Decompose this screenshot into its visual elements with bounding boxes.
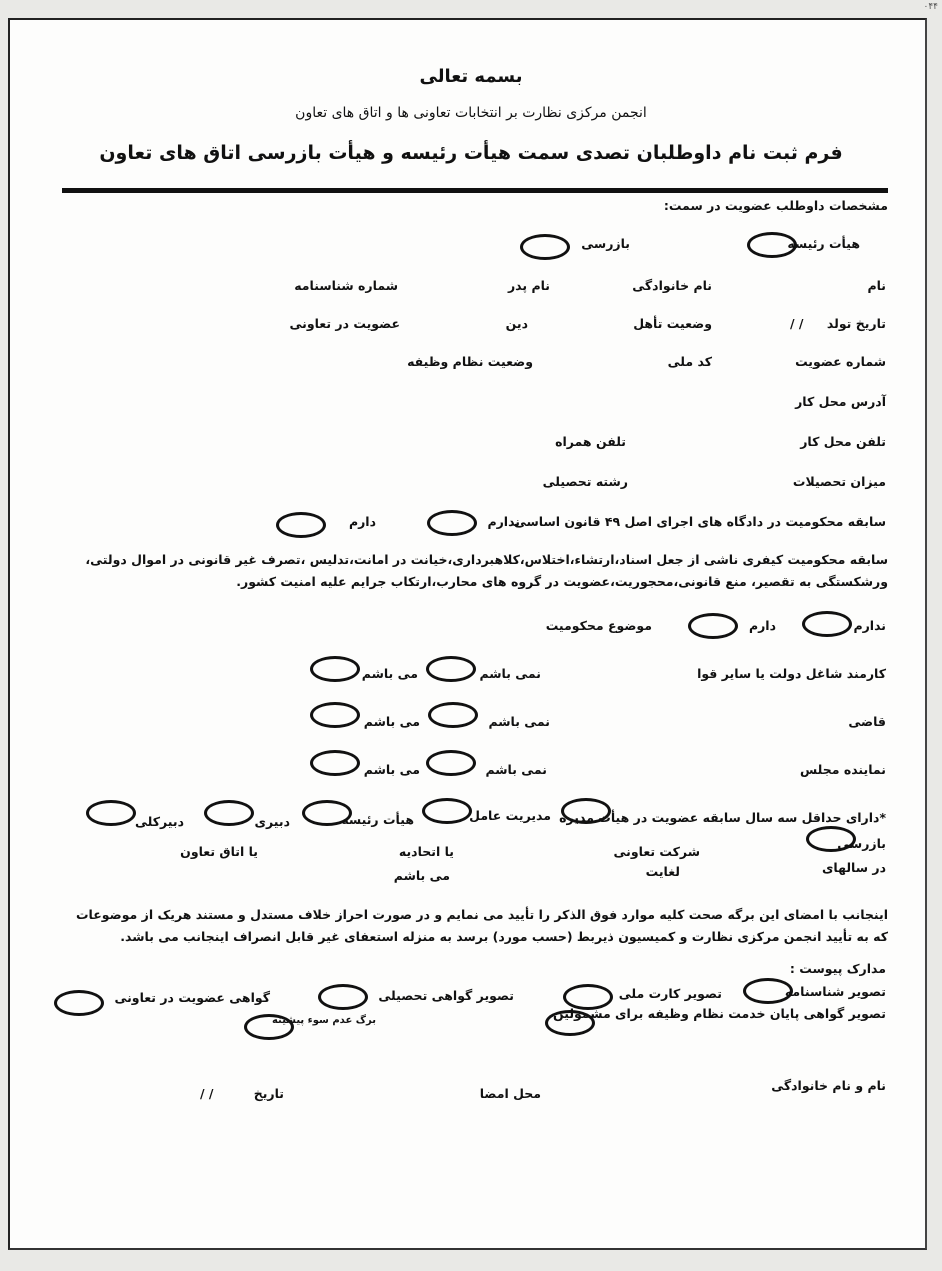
mp-is-checkbox[interactable] — [310, 750, 360, 776]
secretary-label: دبیری — [254, 814, 290, 829]
secretary-general-label: دبیرکلی — [134, 814, 184, 829]
mp-not-label: نمی باشم — [485, 762, 547, 777]
education-level-label: میزان تحصیلات — [792, 474, 886, 489]
gov-employee-label: کارمند شاغل دولت یا سایر قوا — [697, 666, 886, 681]
military-status-label: وضعیت نظام وظیفه — [407, 354, 533, 369]
attachments-title: مدارک پیوست : — [789, 961, 886, 976]
field-of-study-label: رشته تحصیلی — [542, 474, 628, 489]
name-label: نام — [867, 278, 886, 293]
managing-director-checkbox[interactable] — [422, 798, 472, 824]
gov-employee-not-checkbox[interactable] — [426, 656, 476, 682]
mp-is-label: می باشم — [363, 762, 420, 777]
criminal-record-paragraph: سابقه محکومیت کیفری ناشی از جعل اسناد،ارتشاء،اختلاس،کلاهبرداری،خیانت در امانت،تدلیس ،تصرف غیر قانونی در اموال دولتی، ورشکستگی به تقصیر، منع قانونی،محجوریت،عضویت در گروه های محارب،ارتکاب جرایم علیه امنیت کشور. — [85, 552, 888, 589]
managing-director-label: مدیریت عامل — [469, 808, 551, 823]
national-card-copy-label: تصویر کارت ملی — [618, 986, 722, 1001]
coop-company-label: شرکت تعاونی — [613, 844, 700, 859]
gov-employee-is-checkbox[interactable] — [310, 656, 360, 682]
secretary-checkbox[interactable] — [204, 800, 254, 826]
birth-cert-copy-checkbox[interactable] — [743, 978, 793, 1004]
judge-label: قاضی — [848, 714, 886, 729]
membership-cert-checkbox[interactable] — [54, 990, 104, 1016]
no-record-label: برگ عدم سوء پیشینه — [271, 1015, 376, 1026]
birth-date-slashes: / / — [790, 316, 804, 331]
inspector-exp-checkbox[interactable] — [806, 826, 856, 852]
conviction-subject-label: موضوع محکومیت — [545, 618, 652, 633]
family-name-label: نام خانوادگی — [632, 278, 712, 293]
criminal-no-checkbox[interactable] — [802, 611, 852, 637]
inspector-exp-label: بازرسی — [837, 836, 886, 851]
religion-label: دین — [505, 316, 528, 331]
header-divider — [62, 188, 888, 193]
birth-cert-label: شماره شناسنامه — [294, 278, 398, 293]
membership-cert-label: گواهی عضویت در تعاونی — [114, 990, 270, 1005]
basmala: بسمه تعالی — [419, 66, 523, 87]
gov-employee-is-label: می باشم — [361, 666, 418, 681]
mp-label: نماینده مجلس — [799, 762, 886, 777]
article49-label: سابقه محکومیت در دادگاه های اجرای اصل ۴۹ قانون اساسی — [513, 514, 886, 529]
full-name-label: نام و نام خانوادگی — [771, 1078, 886, 1093]
criminal-yes-checkbox[interactable] — [688, 613, 738, 639]
birth-cert-copy-label: تصویر شناسنامه — [784, 984, 886, 999]
work-address-label: آدرس محل کار — [795, 394, 886, 409]
work-phone-label: تلفن محل کار — [800, 434, 886, 449]
education-cert-label: تصویر گواهی تحصیلی — [378, 988, 514, 1003]
birth-date-label: تاریخ تولد — [826, 316, 886, 331]
board-presidium-checkbox[interactable] — [302, 800, 352, 826]
until-label: لغایت — [645, 864, 680, 879]
national-code-label: کد ملی — [667, 354, 712, 369]
article49-yes-checkbox[interactable] — [276, 512, 326, 538]
article49-yes-label: دارم — [348, 514, 376, 529]
secretary-general-checkbox[interactable] — [86, 800, 136, 826]
marital-status-label: وضعیت تأهل — [633, 316, 712, 331]
education-cert-checkbox[interactable] — [318, 984, 368, 1010]
signature-date-label: تاریخ — [253, 1086, 284, 1101]
signature-place-label: محل امضا — [479, 1086, 541, 1101]
father-name-label: نام پدر — [507, 278, 550, 293]
experience-lead: *دارای حداقل سه سال سابقه عضویت در هیأت مدیره — [559, 810, 886, 825]
military-cert-label: تصویر گواهی پایان خدمت نظام وظیفه برای مشمولین — [552, 1006, 886, 1021]
board-checkbox[interactable] — [747, 232, 797, 258]
board-presidium-label: هیأت رئیسه — [341, 812, 414, 827]
gov-employee-not-label: نمی باشم — [479, 666, 541, 681]
or-chamber-label: یا اتاق تعاون — [180, 844, 258, 859]
military-cert-checkbox[interactable] — [545, 1010, 595, 1036]
signature-date-slashes: / / — [200, 1086, 214, 1101]
coop-membership-label: عضویت در تعاونی — [289, 316, 400, 331]
or-union-label: یا اتحادیه — [398, 844, 454, 859]
article49-no-checkbox[interactable] — [427, 510, 477, 536]
inspector-checkbox[interactable] — [520, 234, 570, 260]
inspector-label: بازرسی — [581, 236, 630, 251]
judge-is-label: می باشم — [363, 714, 420, 729]
mobile-phone-label: تلفن همراه — [555, 434, 626, 449]
am-label: می باشم — [393, 868, 450, 883]
organization-name: انجمن مرکزی نظارت بر انتخابات تعاونی ها و اتاق های تعاون — [295, 105, 647, 121]
membership-no-label: شماره عضویت — [795, 354, 886, 369]
criminal-yes-label: دارم — [748, 618, 776, 633]
board-directors-checkbox[interactable] — [561, 798, 611, 824]
judge-is-checkbox[interactable] — [310, 702, 360, 728]
declaration-paragraph: اینجانب با امضای این برگه صحت کلیه موارد فوق الذکر را تأیید می نمایم و در صورت احراز خلاف مستدل و مستند هریک از موضوعات که به تأیید انجمن مرکزی نظارت و کمیسیون ذیربط (حسب مورد) برسد به منزله استعفای غیر قابل انصراف اینجانب می باشد. — [75, 907, 888, 944]
mp-not-checkbox[interactable] — [426, 750, 476, 776]
criminal-no-label: ندارم — [853, 618, 886, 633]
form-title: فرم ثبت نام داوطلبان تصدی سمت هیأت رئیسه و هیأت بازرسی اتاق های تعاون — [99, 142, 843, 164]
no-record-checkbox[interactable] — [244, 1014, 294, 1040]
corner-mark: ۰۴۴ — [923, 2, 938, 12]
in-years-label: در سالهای — [821, 860, 886, 875]
judge-not-label: نمی باشم — [488, 714, 550, 729]
article49-no-label: ندارم — [487, 514, 520, 529]
board-label: هیأت رئیسه — [787, 236, 860, 251]
judge-not-checkbox[interactable] — [428, 702, 478, 728]
candidate-section-label: مشخصات داوطلب عضویت در سمت: — [663, 198, 888, 213]
